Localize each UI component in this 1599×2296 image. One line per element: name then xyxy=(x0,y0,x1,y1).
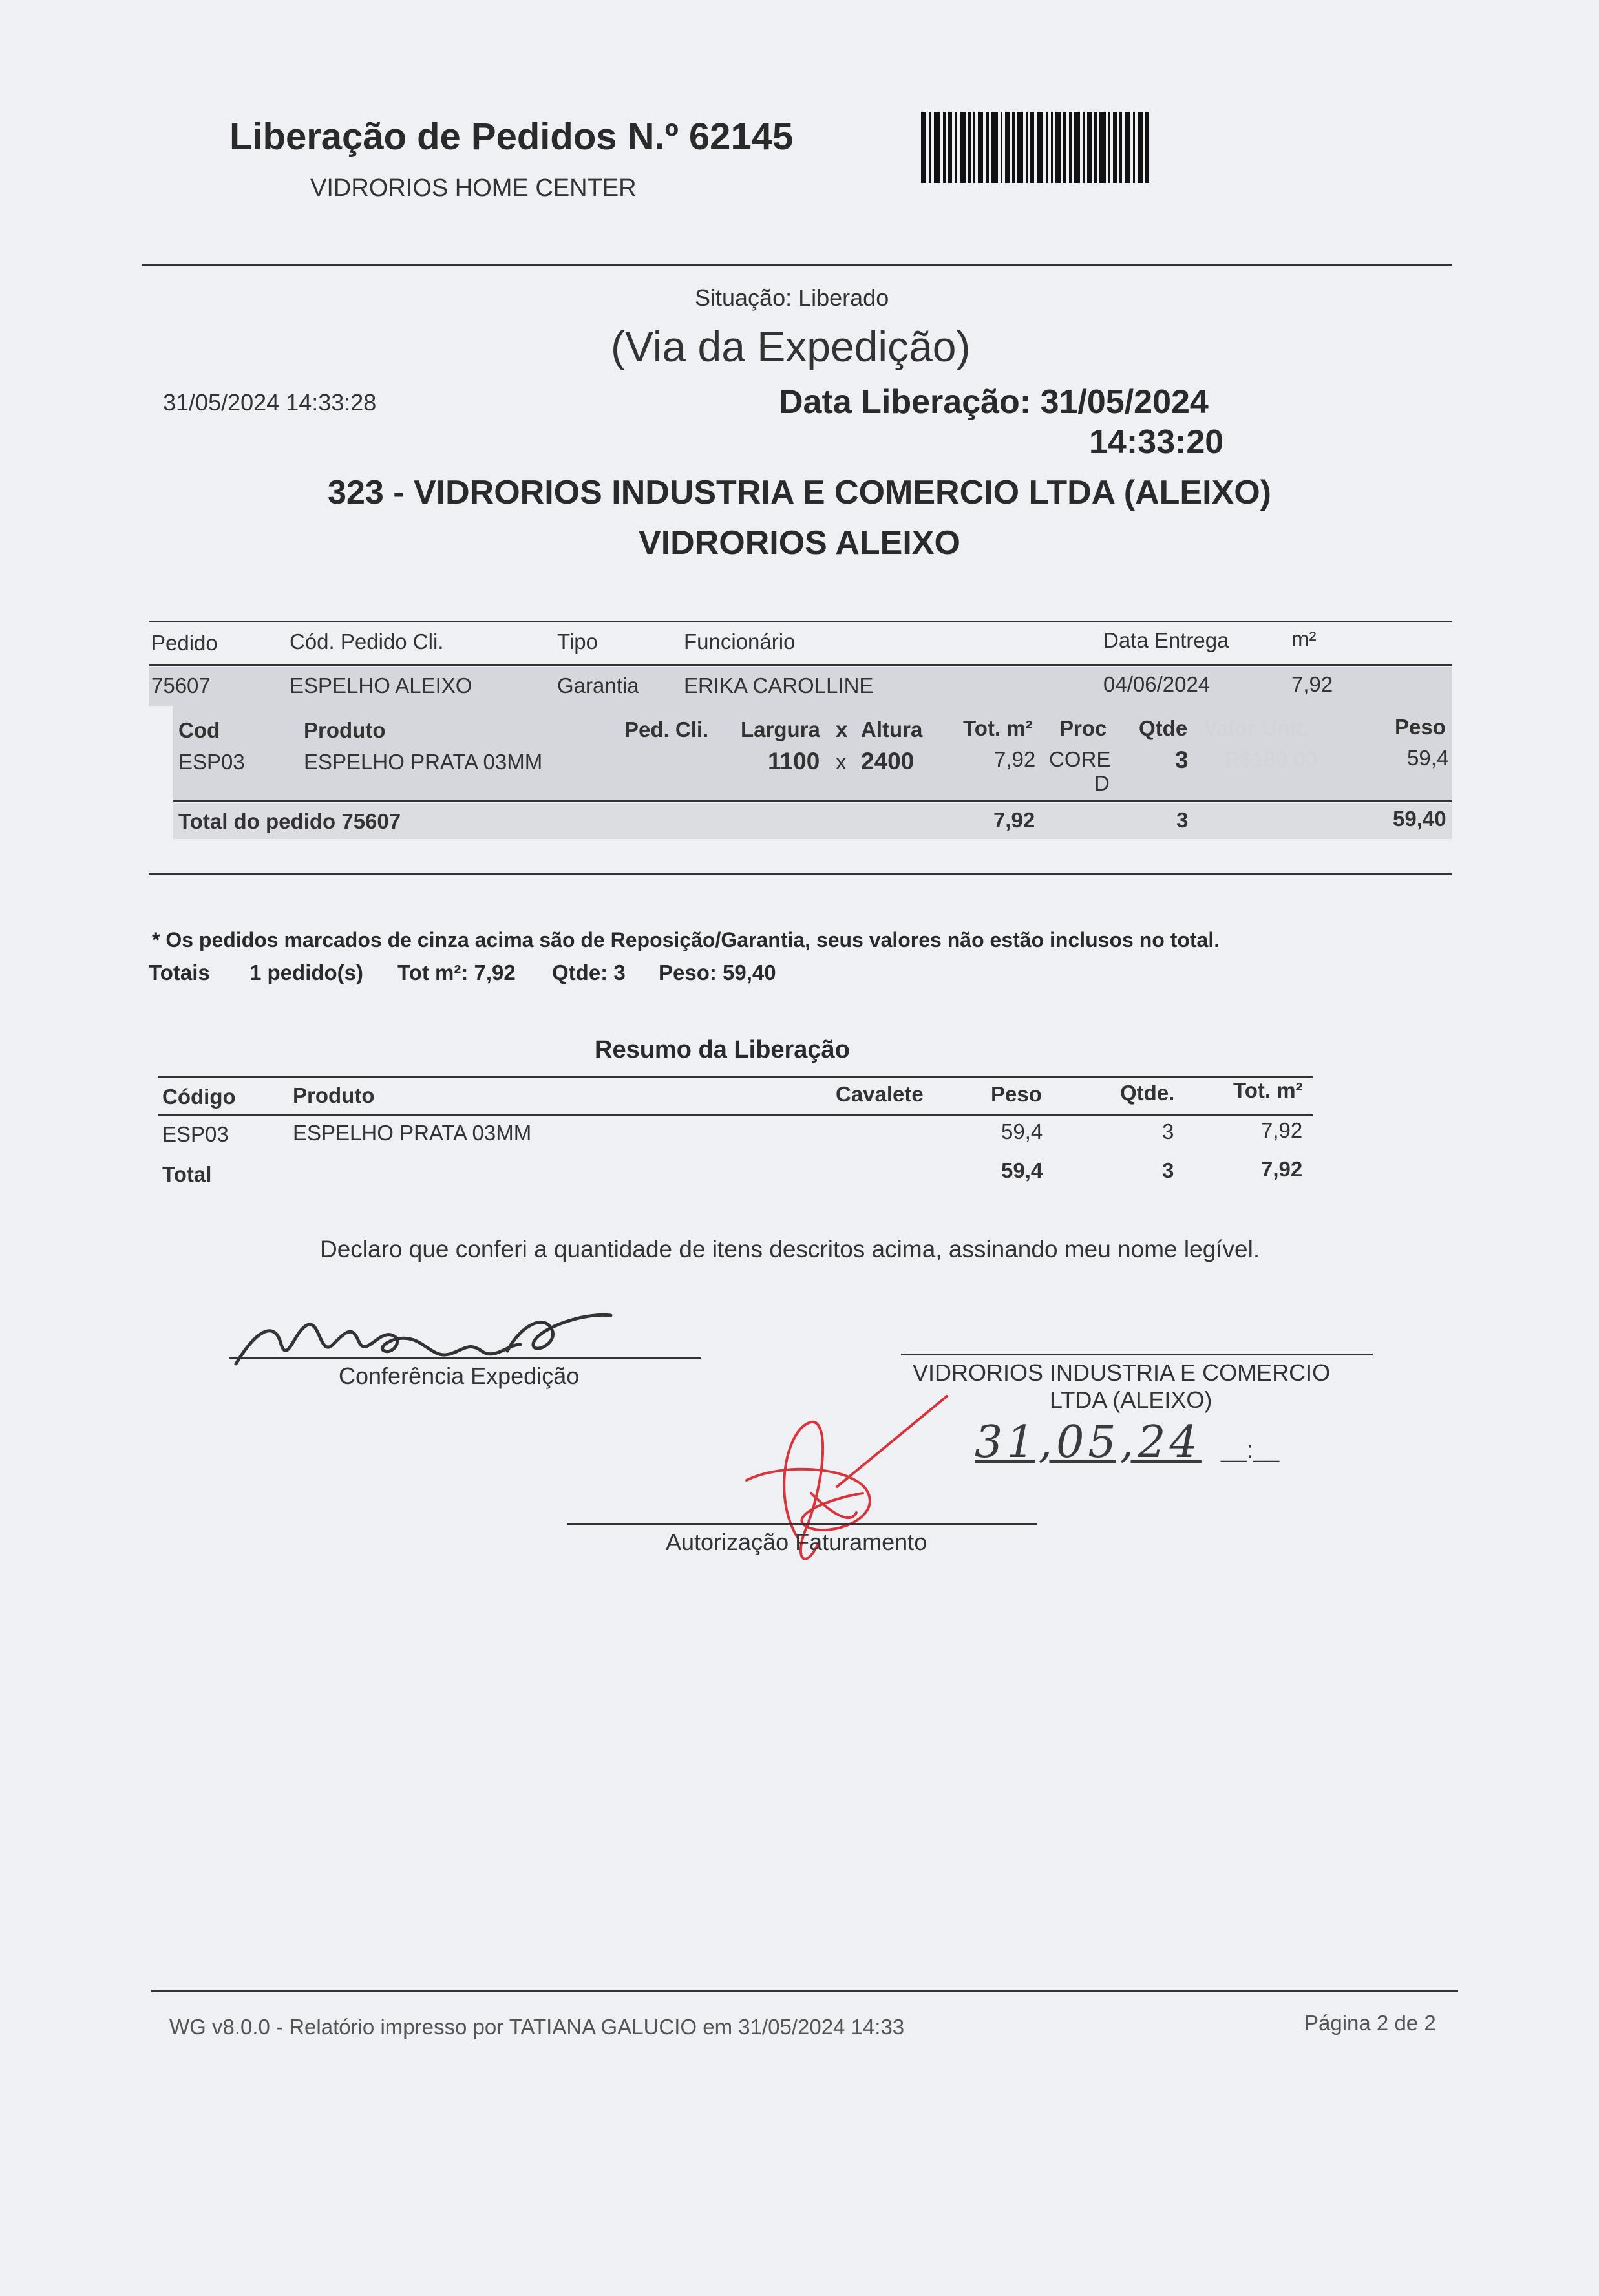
item-header-produto: Produto xyxy=(304,718,386,742)
item-x: x xyxy=(836,750,847,774)
company-signature-line2: LTDA (ALEIXO) xyxy=(1050,1387,1212,1413)
order-m2: 7,92 xyxy=(1291,672,1333,696)
order-total-label: Total do pedido 75607 xyxy=(178,809,401,833)
totais-peso: Peso: 59,40 xyxy=(659,961,776,984)
item-header-tot-m2: Tot. m² xyxy=(963,716,1033,740)
order-total-m2: 7,92 xyxy=(993,808,1035,832)
status-text: Situação: Liberado xyxy=(695,284,889,311)
item-proc-line2: D xyxy=(1094,771,1110,795)
summary-header-tot-m2: Tot. m² xyxy=(1233,1078,1303,1102)
customer-short-name: VIDRORIOS ALEIXO xyxy=(639,524,960,562)
summary-row-codigo: ESP03 xyxy=(162,1122,229,1146)
summary-header-qtde: Qtde. xyxy=(1120,1081,1175,1105)
item-header-largura: Largura xyxy=(741,717,820,741)
totais-pedidos: 1 pedido(s) xyxy=(249,961,364,984)
conferencia-signature-line xyxy=(229,1357,701,1359)
totais-m2: Tot m²: 7,92 xyxy=(397,961,516,984)
item-header-cod: Cod xyxy=(178,718,220,742)
item-largura: 1100 xyxy=(768,748,820,774)
summary-header-cavalete: Cavalete xyxy=(836,1082,924,1106)
item-header-valor-unit: Valor Unit. xyxy=(1203,716,1309,740)
item-cod: ESP03 xyxy=(178,750,245,774)
summary-header-peso: Peso xyxy=(991,1082,1042,1106)
order-pedido: 75607 xyxy=(151,674,211,697)
summary-header-rule xyxy=(158,1114,1313,1116)
col-header-tipo: Tipo xyxy=(557,630,598,654)
order-table-bottom-rule xyxy=(149,873,1452,875)
release-date: Data Liberação: 31/05/2024 xyxy=(779,383,1209,421)
item-qtde: 3 xyxy=(1175,747,1189,773)
summary-top-rule xyxy=(158,1076,1313,1078)
company-signature-line1: VIDRORIOS INDUSTRIA E COMERCIO xyxy=(913,1359,1331,1386)
col-header-cod-pedido-cli: Cód. Pedido Cli. xyxy=(290,630,444,654)
item-produto: ESPELHO PRATA 03MM xyxy=(304,750,543,774)
item-altura: 2400 xyxy=(861,748,915,774)
summary-total-tot-m2: 7,92 xyxy=(1261,1157,1303,1181)
col-header-pedido: Pedido xyxy=(151,631,218,655)
summary-row-peso: 59,4 xyxy=(1001,1120,1043,1143)
summary-row-tot-m2: 7,92 xyxy=(1261,1118,1303,1142)
summary-header-produto: Produto xyxy=(293,1083,375,1107)
item-tot-m2: 7,92 xyxy=(994,747,1036,771)
item-header-x: x xyxy=(836,717,848,741)
item-peso: 59,4 xyxy=(1407,746,1449,770)
summary-title: Resumo da Liberação xyxy=(595,1036,850,1063)
copy-type-heading: (Via da Expedição) xyxy=(611,323,971,370)
order-total-qtde: 3 xyxy=(1176,808,1189,832)
conferencia-signature xyxy=(229,1306,630,1370)
order-funcionario: ERIKA CAROLLINE xyxy=(684,674,874,697)
item-valor-unit: R$180,00 xyxy=(1225,747,1318,771)
summary-row-qtde: 3 xyxy=(1162,1120,1174,1143)
conferencia-label: Conferência Expedição xyxy=(339,1363,580,1389)
item-proc-line1: CORE xyxy=(1049,747,1111,771)
company-signature-line xyxy=(901,1354,1373,1355)
order-total-peso: 59,40 xyxy=(1393,807,1446,831)
col-header-data-entrega: Data Entrega xyxy=(1103,628,1229,652)
order-data-entrega: 04/06/2024 xyxy=(1103,672,1211,696)
page-number: Página 2 de 2 xyxy=(1304,2011,1436,2035)
item-header-ped-cli: Ped. Cli. xyxy=(624,717,709,741)
summary-total-peso: 59,4 xyxy=(1001,1158,1043,1182)
authorization-signature-line xyxy=(567,1523,1037,1525)
summary-row-produto: ESPELHO PRATA 03MM xyxy=(293,1121,532,1145)
totais-qtde: Qtde: 3 xyxy=(552,961,626,984)
order-cod-pedido-cli: ESPELHO ALEIXO xyxy=(290,674,472,697)
item-header-altura: Altura xyxy=(861,717,923,741)
order-table-top-rule xyxy=(149,621,1452,622)
release-time: 14:33:20 xyxy=(1089,423,1224,461)
order-total-rule xyxy=(173,800,1452,802)
customer-name: 323 - VIDRORIOS INDUSTRIA E COMERCIO LTDA (ALEIXO) xyxy=(328,474,1271,511)
col-header-m2: m² xyxy=(1291,627,1317,651)
summary-total-label: Total xyxy=(162,1162,212,1186)
time-placeholder: __:__ xyxy=(1221,1436,1280,1463)
item-header-proc: Proc xyxy=(1059,716,1107,740)
handwritten-date: 31,05,24 xyxy=(975,1417,1202,1468)
item-header-peso: Peso xyxy=(1395,715,1446,739)
footer-report-info: WG v8.0.0 - Relatório impresso por TATIANA GALUCIO em 31/05/2024 14:33 xyxy=(169,2015,905,2039)
item-header-qtde: Qtde xyxy=(1139,716,1188,740)
authorization-label: Autorização Faturamento xyxy=(666,1529,927,1555)
grey-rows-note: * Os pedidos marcados de cinza acima são de Reposição/Garantia, seus valores não estão inclusos no total. xyxy=(152,928,1220,951)
header-divider xyxy=(142,264,1452,266)
col-header-funcionario: Funcionário xyxy=(684,630,796,654)
order-header-rule xyxy=(149,664,1452,666)
barcode-image xyxy=(921,112,1150,183)
order-tipo: Garantia xyxy=(557,674,639,697)
printed-timestamp: 31/05/2024 14:33:28 xyxy=(163,389,377,416)
document-title: Liberação de Pedidos N.º 62145 xyxy=(229,116,794,158)
declaration-text: Declaro que conferi a quantidade de itens descritos acima, assinando meu nome legível. xyxy=(320,1236,1260,1262)
totais-label: Totais xyxy=(149,961,210,984)
summary-total-qtde: 3 xyxy=(1162,1158,1174,1182)
footer-rule xyxy=(151,1990,1458,1992)
summary-header-codigo: Código xyxy=(162,1085,236,1109)
company-subtitle: VIDRORIOS HOME CENTER xyxy=(310,175,637,202)
